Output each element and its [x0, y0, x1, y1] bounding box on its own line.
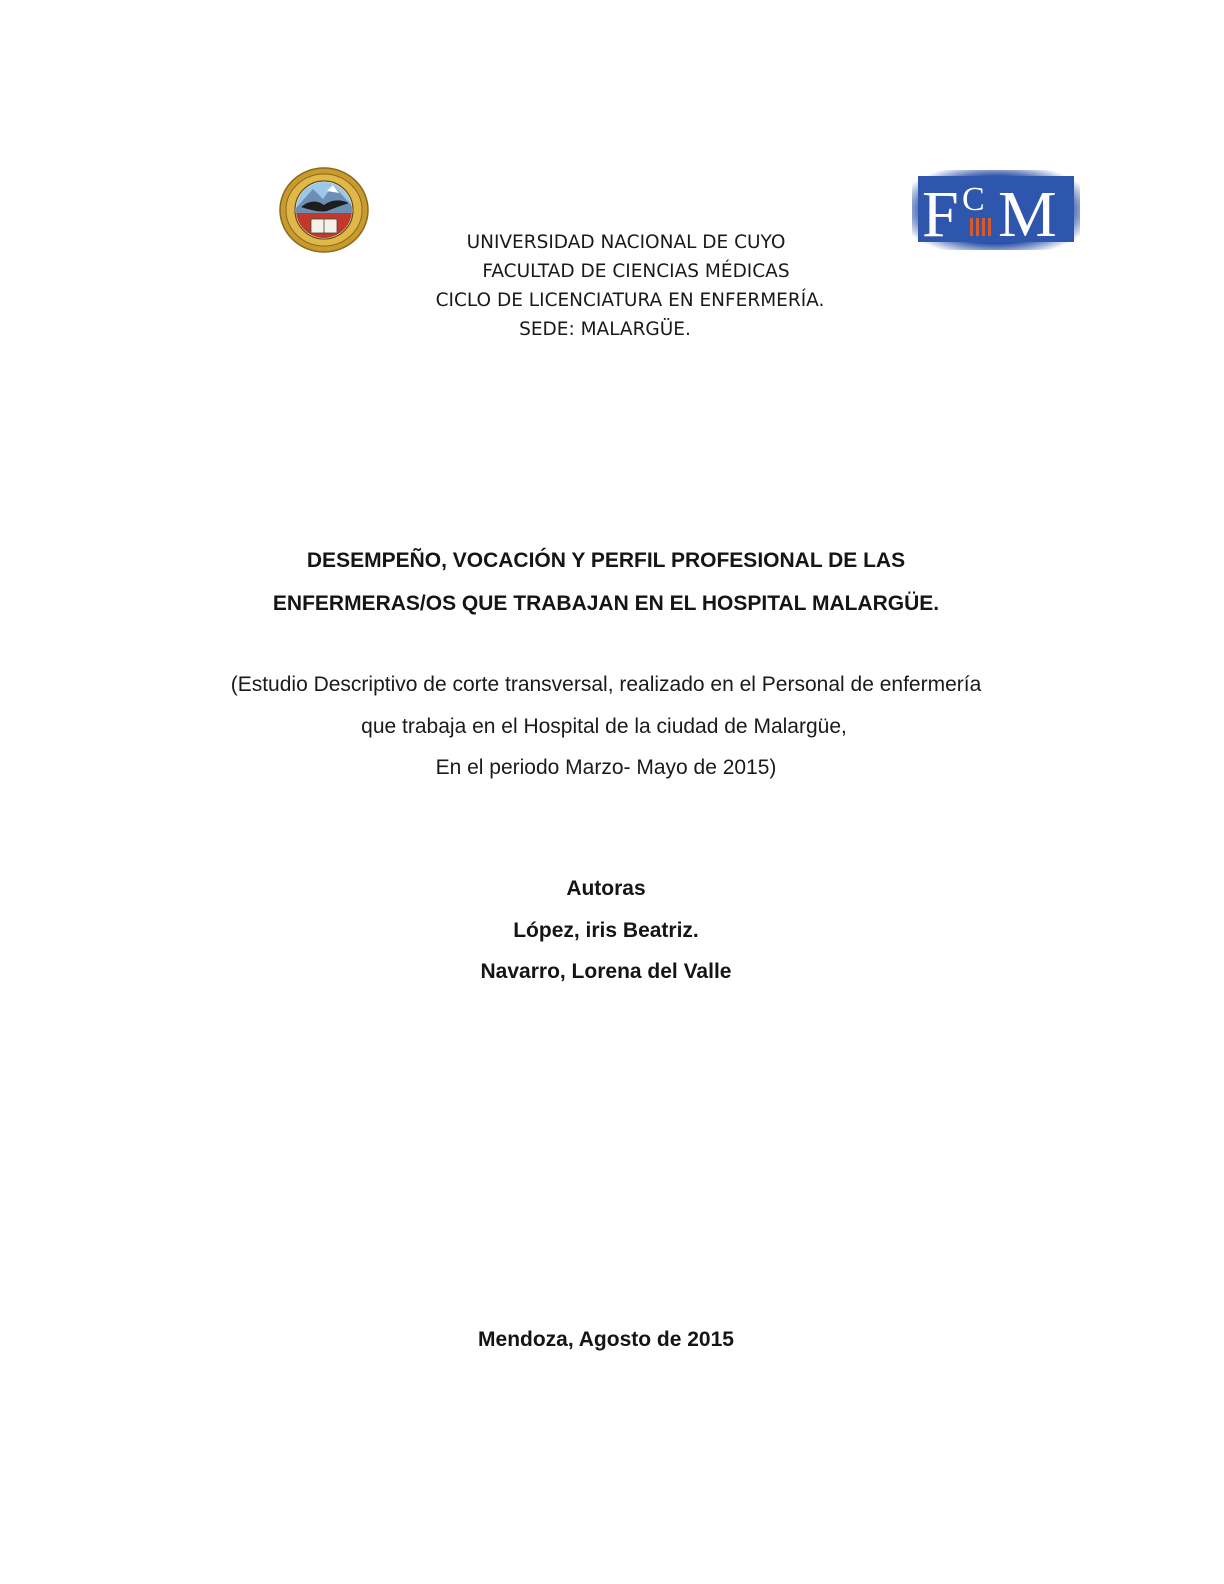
svg-text:C: C [962, 181, 985, 218]
institution-university: UNIVERSIDAD NACIONAL DE CUYO [466, 232, 786, 253]
author-name: Navarro, Lorena del Valle [480, 960, 732, 983]
institution-program: CICLO DE LICENCIATURA EN ENFERMERÍA. [435, 290, 825, 311]
subtitle-line-1: (Estudio Descriptivo de corte transversal, realizado en el Personal de enfermería [230, 673, 982, 696]
place-date: Mendoza, Agosto de 2015 [478, 1328, 734, 1351]
subtitle-line-3: En el periodo Marzo- Mayo de 2015) [435, 756, 777, 779]
university-seal-icon [279, 167, 369, 253]
subtitle-line-2: que trabaja en el Hospital de la ciudad de Malargüe, [361, 715, 847, 738]
institution-faculty: FACULTAD DE CIENCIAS MÉDICAS [482, 261, 790, 282]
author-name: López, iris Beatriz. [513, 919, 699, 942]
institution-campus: SEDE: MALARGÜE. [519, 319, 691, 340]
svg-text:M: M [998, 178, 1057, 250]
fcm-logo-icon [912, 170, 1080, 250]
thesis-title-line-2: ENFERMERAS/OS QUE TRABAJAN EN EL HOSPITAL MALARGÜE. [272, 592, 940, 615]
svg-text:F: F [922, 178, 959, 250]
thesis-title-line-1: DESEMPEÑO, VOCACIÓN Y PERFIL PROFESIONAL DE LAS [306, 549, 906, 572]
authors-heading: Autoras [566, 877, 646, 900]
